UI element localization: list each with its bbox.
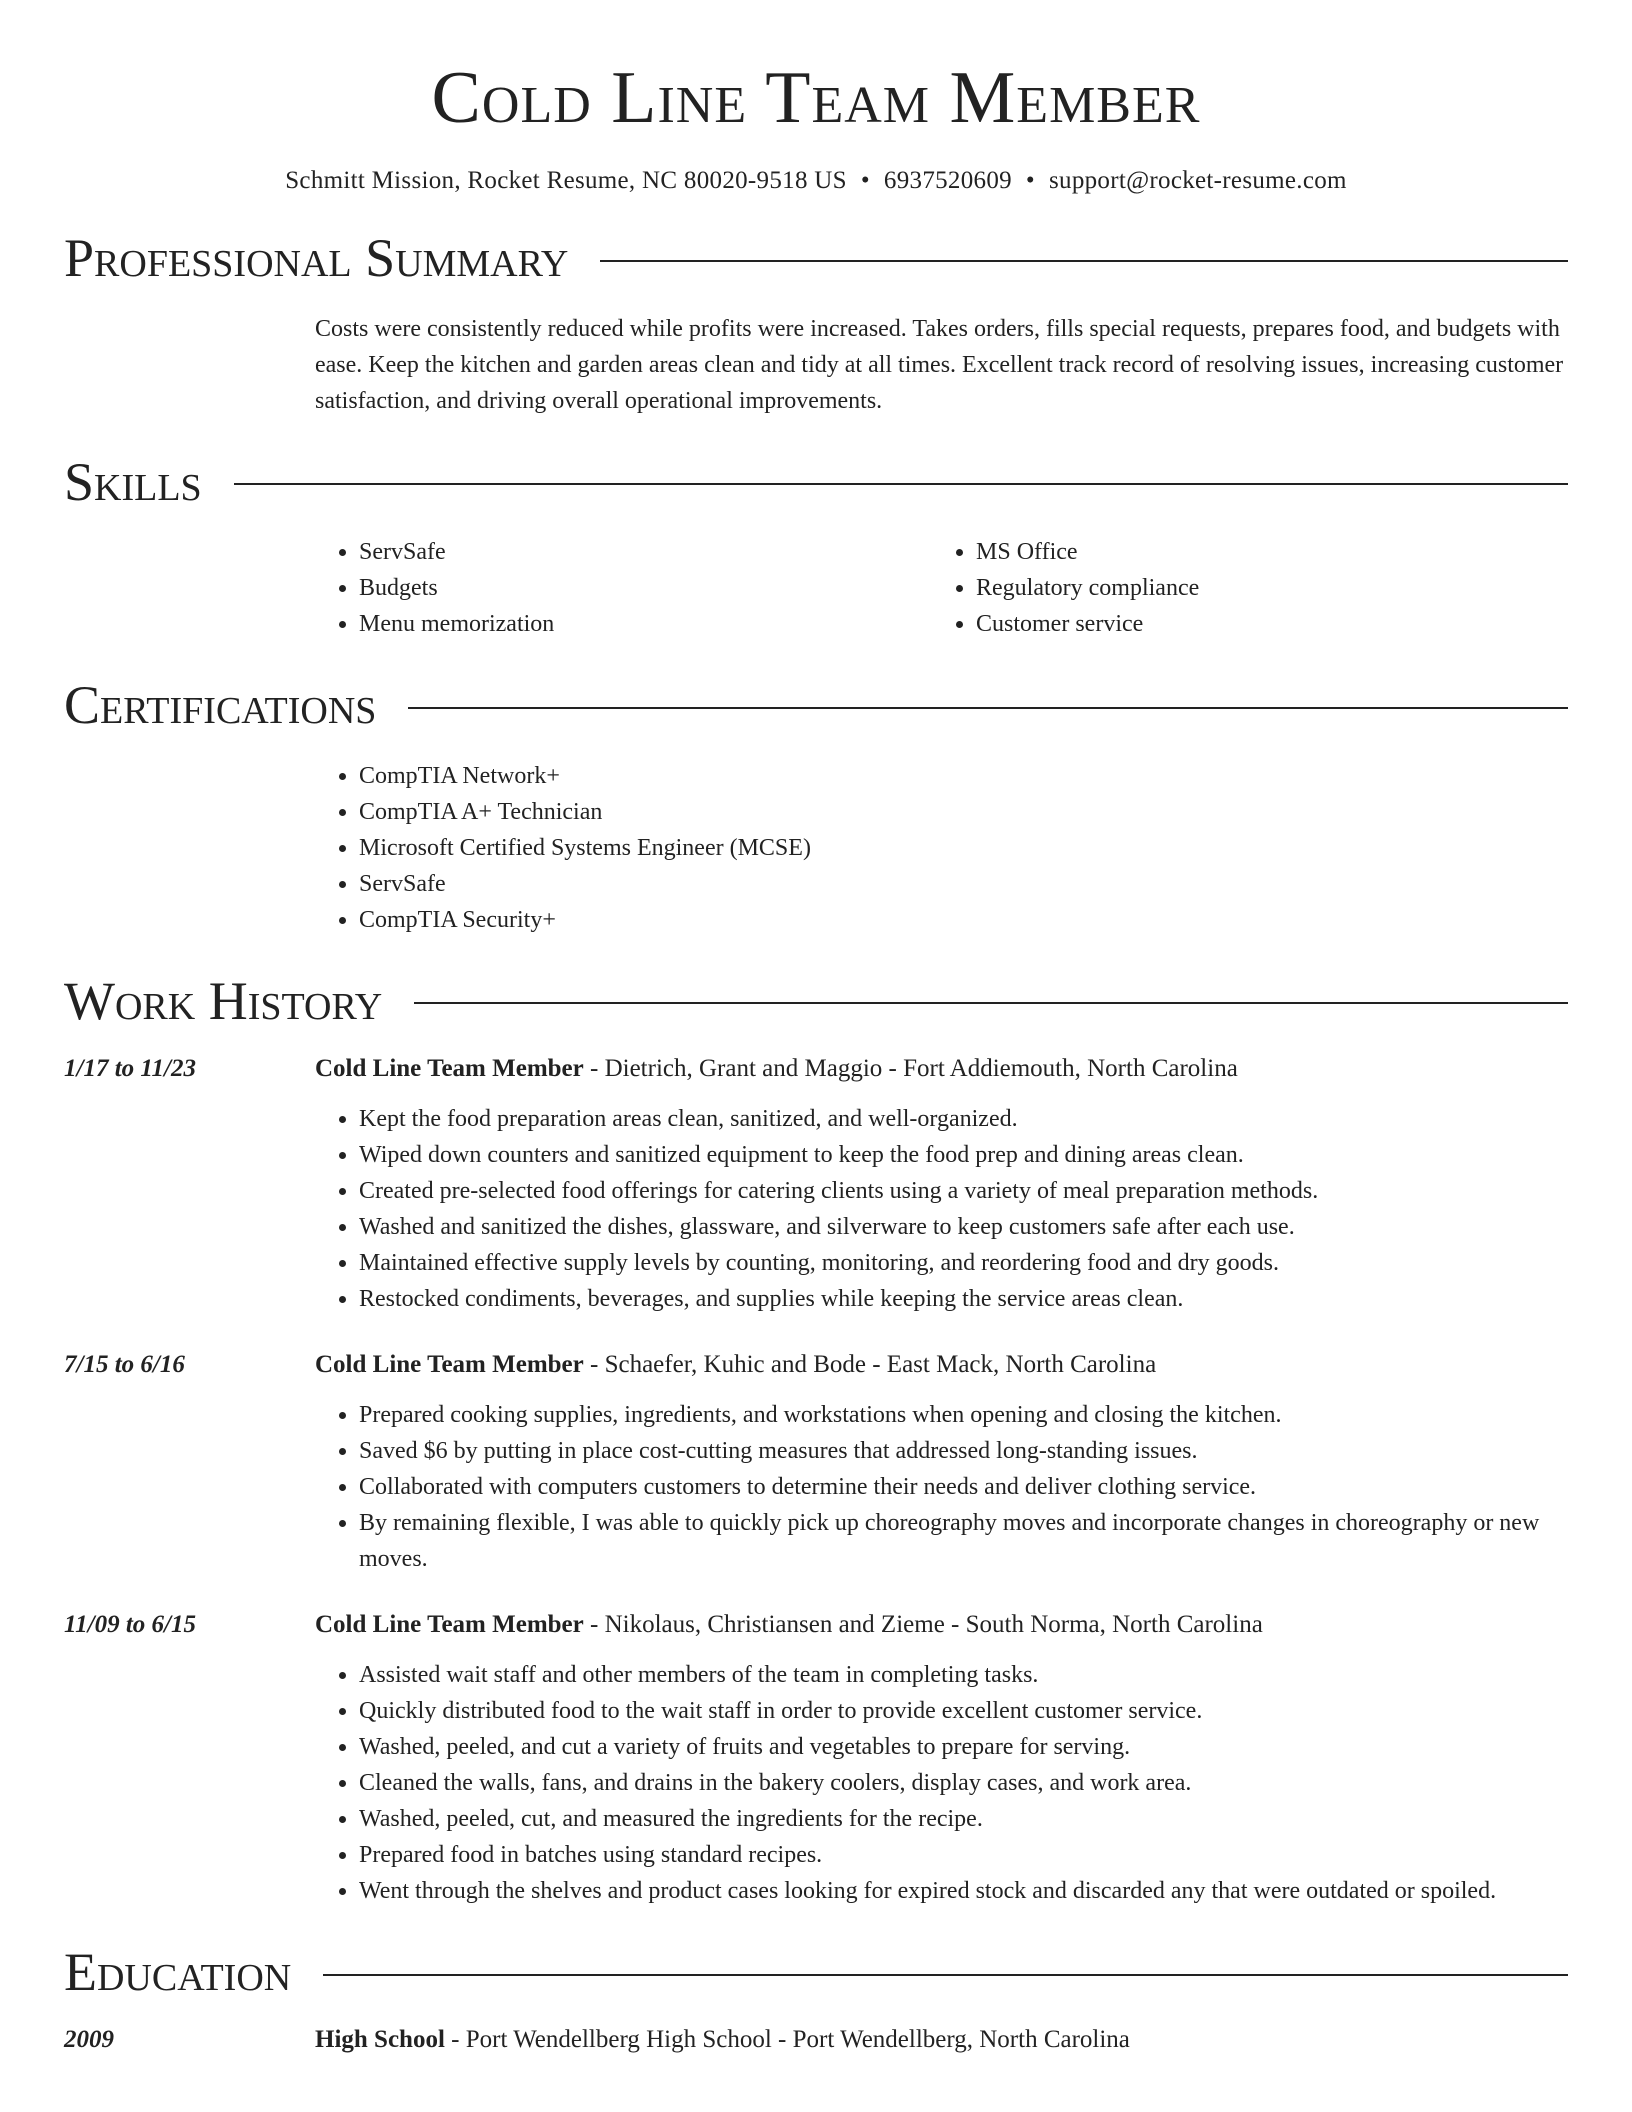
certifications-header [64,676,1568,735]
certification-item: • Microsoft Certified Systems Engineer (MCSE) [359,830,1568,866]
contact-phone: 6937520609 [883,167,1012,195]
education-title: Education [64,1941,292,2002]
work-history-header [64,972,1568,1031]
job-bullet: • Quickly distributed food to the wait staff in order to provide excellent customer service. [359,1693,1568,1729]
skills-title: Skills [64,451,202,512]
summary-title: Professional Summary [64,228,569,289]
job-entry [64,1347,1568,1577]
job-bullet: • Prepared cooking supplies, ingredients, and workstations when opening and closing the kitchen. [359,1397,1568,1433]
certification-item: • ServSafe [359,866,1568,902]
education-heading [315,2022,1568,2058]
summary-body [315,311,1568,419]
job-bullet: • Washed, peeled, cut, and measured the ingredients for the recipe. [359,1801,1568,1837]
skill-item: • Regulatory compliance [976,570,1549,606]
education-section [64,1943,1568,2058]
job-title: Cold Line Team Member [315,1610,584,1638]
job-details [315,1607,1568,1909]
job-dates: 7/15 to 6/16 [64,1350,185,1378]
certification-item: • CompTIA Network+ [359,758,1568,794]
work-history-section [64,972,1568,1909]
job-bullet: • Went through the shelves and product cases looking for expired stock and discarded any that were outdated or spoiled. [359,1873,1568,1909]
job-employer: - Dietrich, Grant and Maggio - Fort Addiemouth, North Carolina [583,1054,1238,1082]
skills-header [64,453,1568,512]
job-bullet: • Restocked condiments, beverages, and supplies while keeping the service areas clean. [359,1281,1568,1317]
skills-columns [315,534,1568,642]
candidate-name: Cold Line Team Member [431,57,1201,139]
job-title: Cold Line Team Member [315,1350,584,1378]
job-bullet: • Wiped down counters and sanitized equipment to keep the food prep and dining areas clean. [359,1137,1568,1173]
contact-line [64,167,1568,195]
job-bullet: • Cleaned the walls, fans, and drains in the bakery coolers, display cases, and work area. [359,1765,1568,1801]
job-entry [64,1607,1568,1909]
section-divider [234,483,1568,485]
contact-address: Schmitt Mission, Rocket Resume, NC 80020-9518 US [285,167,847,195]
work-history-title: Work History [64,970,383,1031]
skill-item: • Customer service [976,606,1549,642]
job-employer: - Schaefer, Kuhic and Bode - East Mack, North Carolina [583,1350,1157,1378]
summary-header [64,229,1568,288]
contact-email: support@rocket-resume.com [1048,167,1347,195]
job-dates: 1/17 to 11/23 [64,1054,196,1082]
skills-column-right [932,534,1549,642]
contact-separator: • [1025,167,1035,195]
job-bullet: • Washed and sanitized the dishes, glassware, and silverware to keep customers safe after each use. [359,1209,1568,1245]
skill-item: • ServSafe [359,534,932,570]
job-heading [315,1347,1568,1383]
certifications-list [315,758,1568,938]
skills-column-left [315,534,932,642]
job-bullet-list [315,1101,1568,1317]
job-bullet: • By remaining flexible, I was able to quickly pick up choreography moves and incorporate changes in choreography or new moves. [359,1505,1568,1577]
certifications-title: Certifications [64,675,377,736]
skills-body [315,534,1568,642]
job-bullet: • Maintained effective supply levels by counting, monitoring, and reordering food and dry goods. [359,1245,1568,1281]
summary-section [64,229,1568,418]
job-bullet: • Prepared food in batches using standard recipes. [359,1837,1568,1873]
certifications-section [64,676,1568,937]
job-title: Cold Line Team Member [315,1054,584,1082]
skill-item: • Menu memorization [359,606,932,642]
education-header [64,1943,1568,2002]
contact-separator: • [860,167,870,195]
job-bullet-list [315,1397,1568,1577]
job-details [315,1347,1568,1577]
skills-list-left [315,534,932,642]
education-details [315,2022,1568,2058]
job-heading [315,1051,1568,1087]
job-bullet: • Assisted wait staff and other members of the team in completing tasks. [359,1657,1568,1693]
section-divider [414,1002,1568,1004]
education-degree: High School [315,2026,445,2054]
skills-list-right [932,534,1549,642]
skills-section [64,453,1568,642]
skill-item: • Budgets [359,570,932,606]
summary-text: Costs were consistently reduced while profits were increased. Takes orders, fills special requests, prepares food, and budgets with ease. Keep the kitchen and garden areas clean and tidy at all times. Excellent track record of resolving issues, increasing customer satisfaction, and driving overall operational improvements. [315,315,1564,414]
job-entry [64,1051,1568,1317]
job-dates: 11/09 to 6/15 [64,1610,196,1638]
skill-item: • MS Office [976,534,1549,570]
job-details [315,1051,1568,1317]
section-divider [323,1974,1568,1976]
job-bullet: • Washed, peeled, and cut a variety of fruits and vegetables to prepare for serving. [359,1729,1568,1765]
education-entry [64,2022,1568,2058]
certification-item: • CompTIA A+ Technician [359,794,1568,830]
job-bullet: • Saved $6 by putting in place cost-cutting measures that addressed long-standing issues. [359,1433,1568,1469]
education-year: 2009 [64,2026,114,2054]
section-divider [408,707,1568,709]
certifications-body [315,758,1568,938]
section-divider [600,260,1568,262]
job-bullet: • Created pre-selected food offerings for catering clients using a variety of meal preparation methods. [359,1173,1568,1209]
job-bullet: • Kept the food preparation areas clean, sanitized, and well-organized. [359,1101,1568,1137]
job-employer: - Nikolaus, Christiansen and Zieme - South Norma, North Carolina [583,1610,1263,1638]
job-bullet-list [315,1657,1568,1909]
job-heading [315,1607,1568,1643]
education-school: - Port Wendellberg High School - Port Wendellberg, North Carolina [444,2026,1130,2054]
job-bullet: • Collaborated with computers customers to determine their needs and deliver clothing service. [359,1469,1568,1505]
certification-item: • CompTIA Security+ [359,902,1568,938]
